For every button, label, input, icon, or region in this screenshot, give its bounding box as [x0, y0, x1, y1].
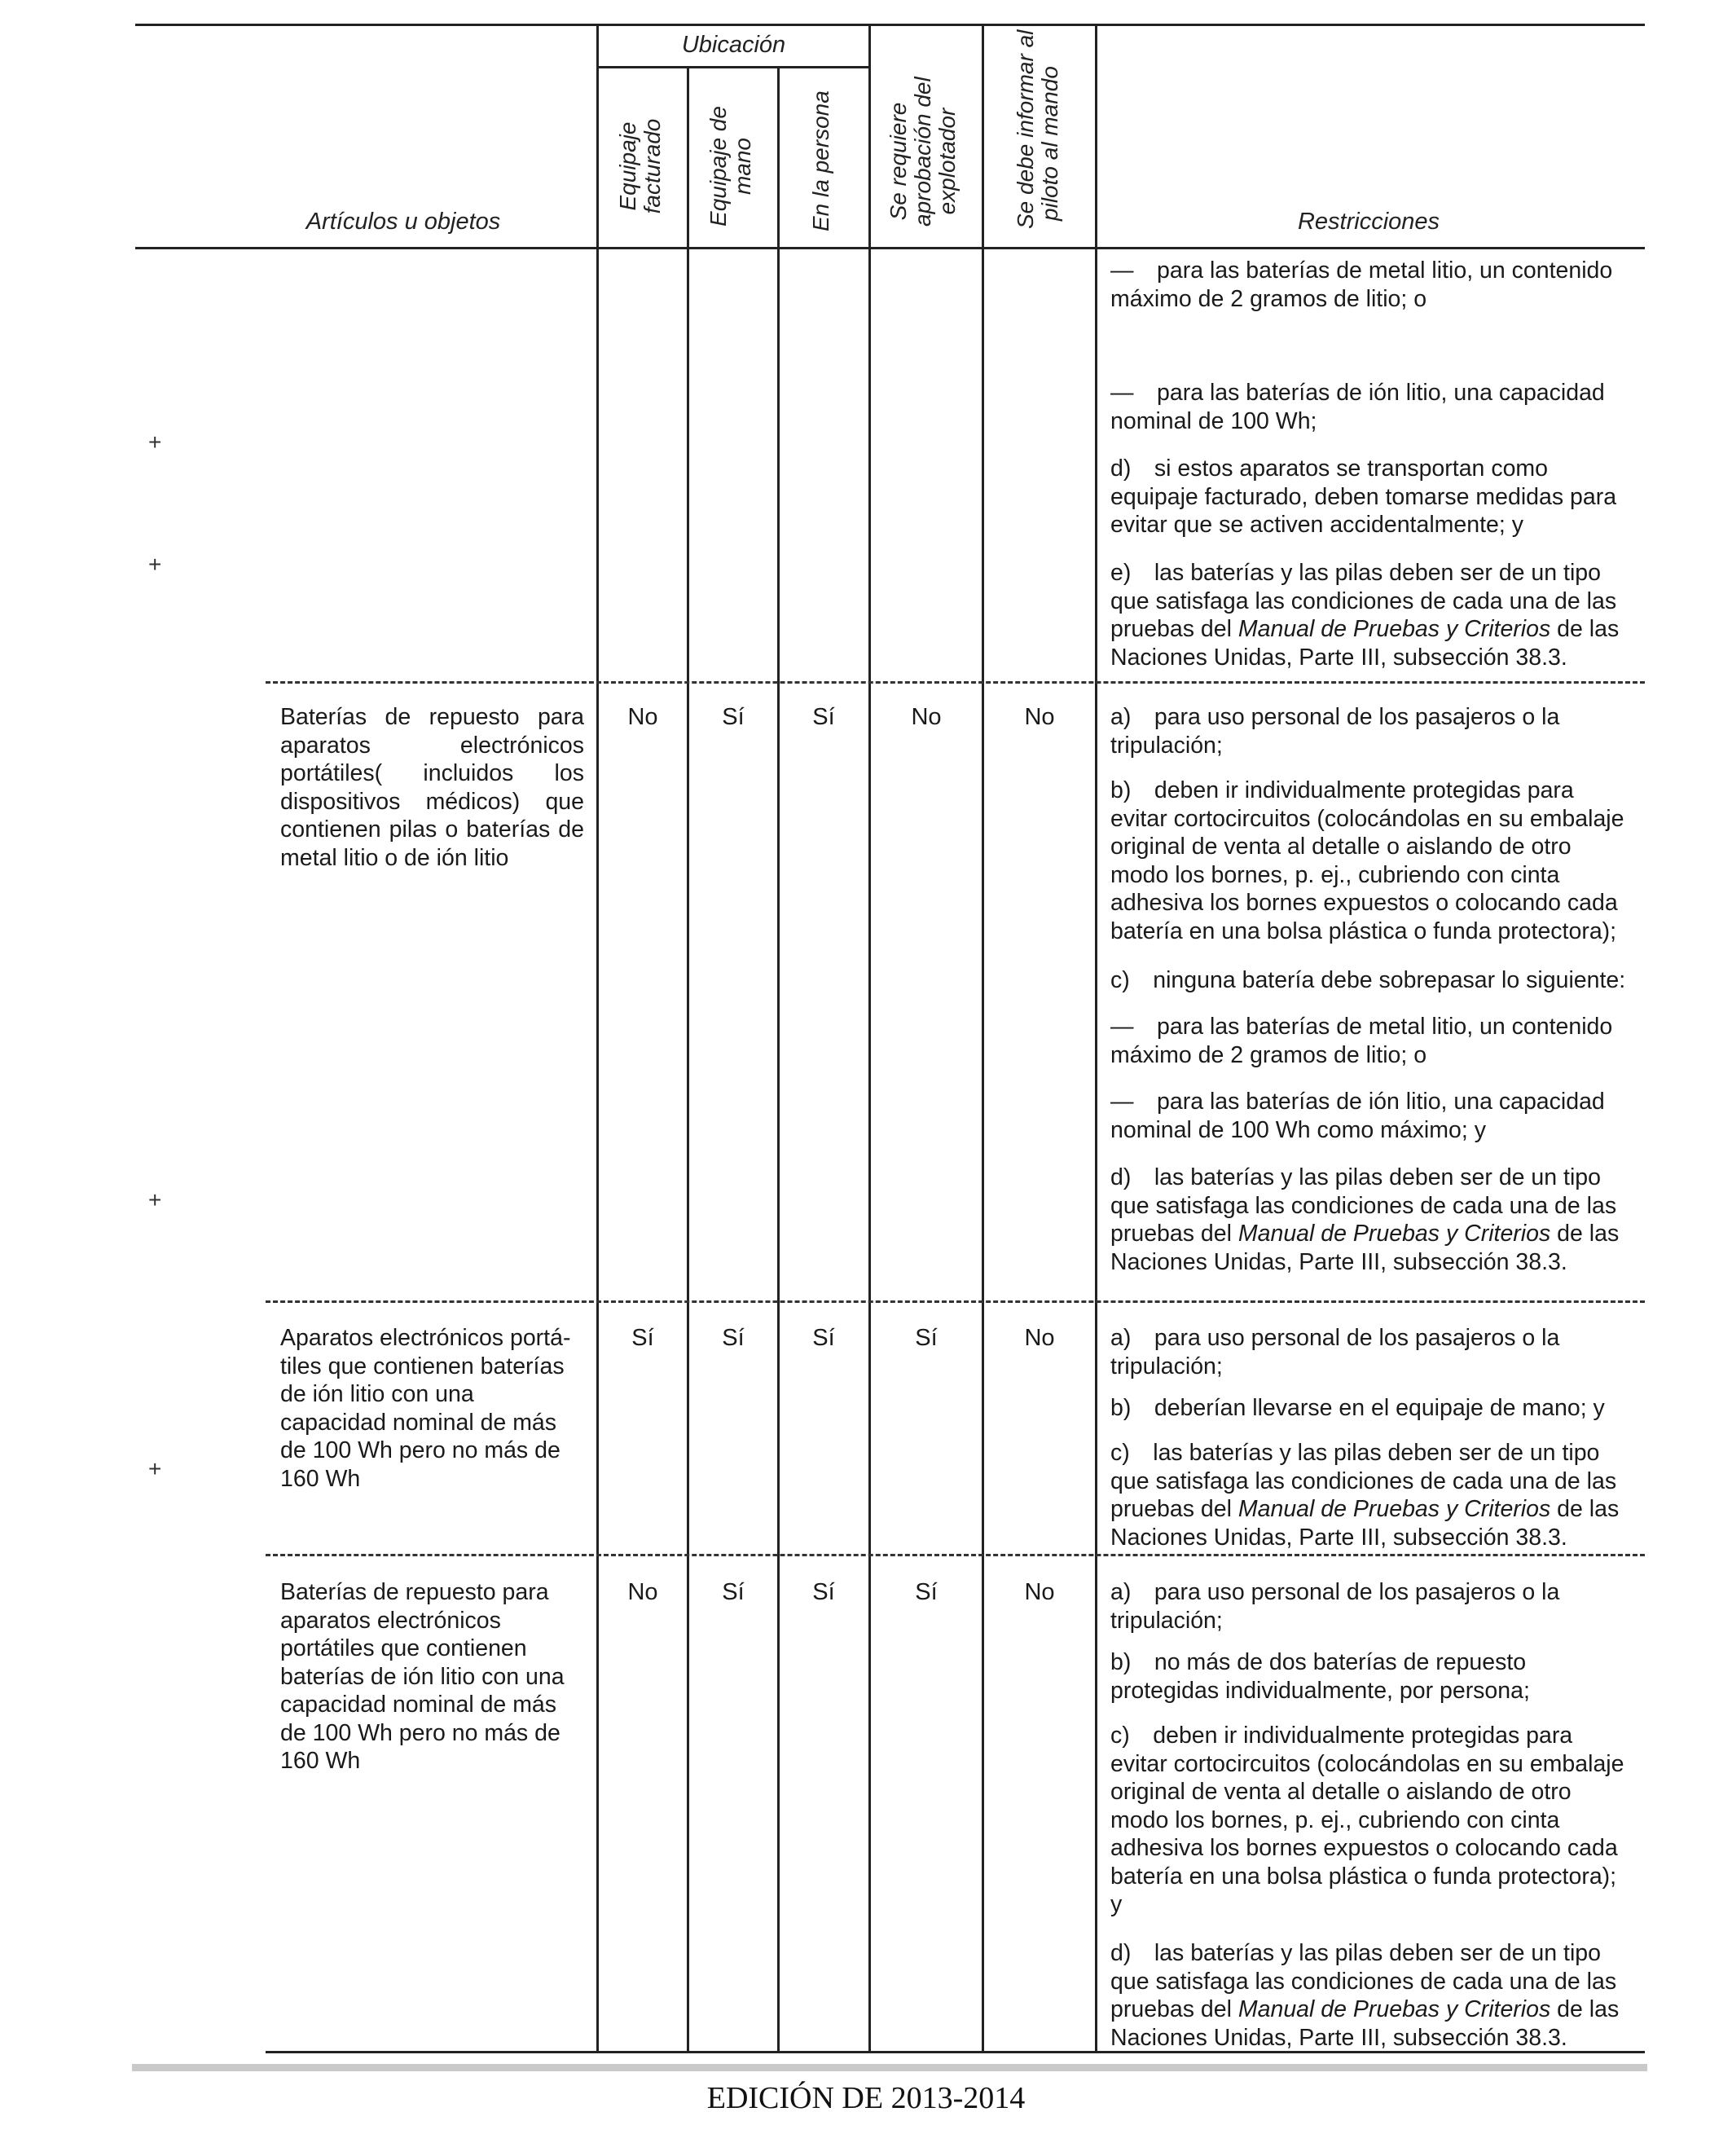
- col-divider-4: [868, 24, 871, 2053]
- value-en-persona: Sí: [812, 704, 835, 730]
- header-line: Se debe informar al: [1013, 29, 1038, 229]
- col-divider-2: [687, 66, 689, 2053]
- value-en-persona: Sí: [812, 1579, 835, 1605]
- header-line: Equipaje de: [706, 106, 731, 227]
- restriction-item: d) las baterías y las pilas deben ser de un tipo que satisfaga las condiciones de cada una de las pruebas del Manual de Pruebas y Criterios de las Naciones Unidas, Parte III, subsección 38.3.: [1110, 1164, 1620, 1275]
- value-en-persona: Sí: [812, 1325, 835, 1351]
- restriction-item: b) deberían llevarse en el equipaje de mano; y: [1110, 1395, 1605, 1421]
- value-aprobacion: No: [911, 704, 942, 730]
- header-line: explotador: [934, 108, 960, 215]
- restriction-item: a) para uso personal de los pasajeros o la tripulación;: [1110, 1325, 1560, 1379]
- article-row-2: Baterías de repuesto para aparatos electrónicos portátiles( incluidos los dispositivos médicos) que contienen pilas o baterías de metal litio o de ión litio: [280, 704, 584, 871]
- restriction-item: — para las baterías de ión litio, una capacidad nominal de 100 Wh como máximo; y: [1110, 1089, 1605, 1143]
- restriction-item: d) las baterías y las pilas deben ser de un tipo que satisfaga las condiciones de cada una de las pruebas del Manual de Pruebas y Criterios de las Naciones Unidas, Parte III, subsección 38.3.: [1110, 1940, 1620, 2051]
- value-equipaje-mano: Sí: [722, 1325, 745, 1351]
- edition-footer: EDICIÓN DE 2013-2014: [706, 2081, 1026, 2115]
- header-bottom-rule: [135, 247, 1645, 249]
- restriction-item: a) para uso personal de los pasajeros o la tripulación;: [1110, 704, 1560, 759]
- header-line: facturado: [640, 118, 665, 214]
- value-aprobacion: Sí: [915, 1579, 938, 1605]
- row-separator: [266, 1554, 1645, 1556]
- restriction-item: — para las baterías de ión litio, una capacidad nominal de 100 Wh;: [1110, 380, 1605, 434]
- value-equipaje-mano: Sí: [722, 1579, 745, 1605]
- restriction-item: c) deben ir individualmente protegidas para evitar cortocircuitos (colocándolas en su embalaje original de venta al detalle o aislando de otro modo los bornes, p. ej., cubriendo con cinta adhesiva los bornes expuestos o colocando cada batería en una bolsa plástica o funda protectora); y: [1110, 1723, 1624, 1917]
- header-equipaje-facturado: [616, 101, 668, 231]
- restriction-item: c) ninguna batería debe sobrepasar lo siguiente:: [1110, 967, 1626, 993]
- restriction-item: d) si estos aparatos se transportan como equipaje facturado, deben tomarse medidas para evitar que se activen accidentalmente; y: [1110, 455, 1617, 538]
- value-equipaje-facturado: No: [627, 1579, 658, 1605]
- col-divider-1: [596, 24, 599, 2053]
- restriction-item: — para las baterías de metal litio, un contenido máximo de 2 gramos de litio; o: [1110, 257, 1613, 312]
- restriction-item: a) para uso personal de los pasajeros o la tripulación;: [1110, 1579, 1560, 1634]
- restriction-item: — para las baterías de metal litio, un contenido máximo de 2 gramos de litio; o: [1110, 1014, 1613, 1068]
- value-informar: No: [1024, 704, 1055, 730]
- header-ubicacion: Ubicación: [681, 32, 786, 58]
- header-line: aprobación del: [910, 77, 935, 227]
- value-informar: No: [1024, 1579, 1055, 1605]
- value-equipaje-facturado: Sí: [631, 1325, 654, 1351]
- article-row-4: Baterías de repuesto para aparatos electrónicos portátiles que contienen baterías de ión litio con una capacidad nominal de más de 100 Wh pero no más de 160 Wh: [280, 1579, 565, 1774]
- margin-mark: +: [148, 1456, 162, 1481]
- margin-mark: +: [148, 1187, 162, 1212]
- ubicacion-rule: [598, 66, 870, 68]
- header-en-persona: [808, 90, 837, 231]
- header-line: piloto al mando: [1037, 66, 1062, 221]
- header-informar: [1013, 29, 1066, 229]
- restriction-item: b) no más de dos baterías de repuesto protegidas individualmente, por persona;: [1110, 1649, 1530, 1704]
- value-aprobacion: Sí: [915, 1325, 938, 1351]
- margin-mark: +: [148, 552, 162, 577]
- table-top-rule: [135, 24, 1645, 26]
- restriction-item: b) deben ir individualmente protegidas para evitar cortocircuitos (colocándolas en su embalaje original de venta al detalle o aislando de otro modo los bornes, p. ej., cubriendo con cinta adhesiva los bornes expuestos o colocando cada batería en una bolsa plástica o funda protectora);: [1110, 777, 1624, 944]
- article-row-3: Aparatos electrónicos portá-tiles que contienen baterías de ión litio con una capacidad nominal de más de 100 Wh pero no más de 160 Wh: [280, 1325, 571, 1492]
- restriction-item: c) las baterías y las pilas deben ser de un tipo que satisfaga las condiciones de cada una de las pruebas del Manual de Pruebas y Criterios de las Naciones Unidas, Parte III, subsección 38.3.: [1110, 1440, 1620, 1551]
- col-divider-5: [982, 24, 984, 2053]
- header-restricciones: Restricciones: [1297, 209, 1440, 235]
- header-aprobacion: [886, 77, 965, 227]
- value-informar: No: [1024, 1325, 1055, 1351]
- col-divider-6: [1095, 24, 1097, 2053]
- header-line: mano: [730, 137, 755, 196]
- header-equipaje-mano: [706, 101, 758, 231]
- header-line: En la persona: [808, 90, 833, 231]
- row-separator: [266, 681, 1645, 684]
- row-separator: [266, 1300, 1645, 1303]
- value-equipaje-mano: Sí: [722, 704, 745, 730]
- header-line: Se requiere: [886, 102, 911, 221]
- header-line: Equipaje: [615, 121, 640, 211]
- col-divider-3: [777, 66, 780, 2053]
- header-articulos: Artículos u objetos: [306, 209, 501, 235]
- value-equipaje-facturado: No: [627, 704, 658, 730]
- margin-mark: +: [148, 429, 162, 455]
- footer-rule: [132, 2064, 1647, 2071]
- restriction-item: e) las baterías y las pilas deben ser de un tipo que satisfaga las condiciones de cada una de las pruebas del Manual de Pruebas y Criterios de las Naciones Unidas, Parte III, subsección 38.3.: [1110, 560, 1620, 671]
